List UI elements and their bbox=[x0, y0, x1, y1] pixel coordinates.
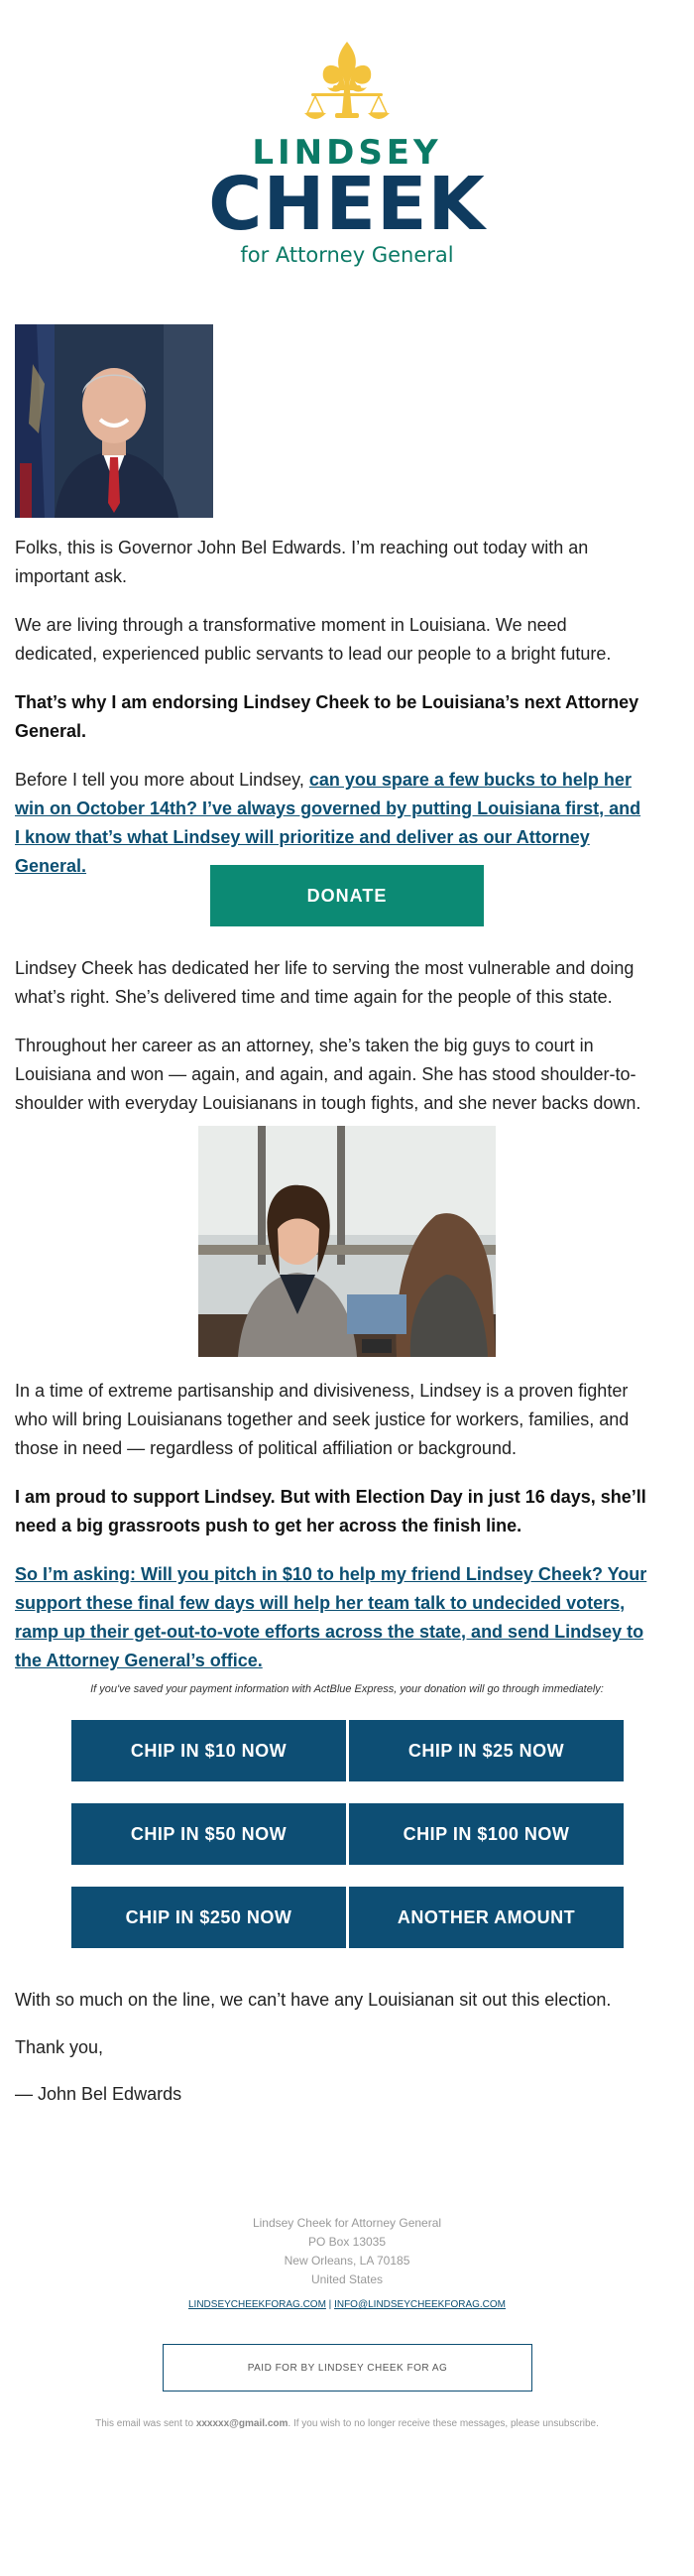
footer-address bbox=[0, 2214, 694, 2289]
paragraph-career: Throughout her career as an attorney, she’s taken the big guys to court in Louisiana and won — again, and again, and again. She has stood shoulder-to-shoulder with everyday Louisianans in tough fights, and she never backs down. bbox=[15, 1036, 641, 1113]
donate-button[interactable]: DONATE bbox=[210, 865, 484, 926]
chip-in-100-button[interactable]: CHIP IN $100 NOW bbox=[349, 1803, 624, 1865]
chip-in-250-button[interactable]: CHIP IN $250 NOW bbox=[71, 1887, 346, 1948]
logo-last-name: CHEEK bbox=[208, 162, 486, 247]
candidate-photo bbox=[198, 1126, 496, 1357]
website-link[interactable]: LINDSEYCHEEKFORAG.COM bbox=[187, 2299, 326, 2310]
logo-first-name: LINDSEY bbox=[252, 133, 442, 173]
paragraph-transformative: We are living through a transformative moment in Louisiana. We need dedicated, experienced public servants to lead our people to a bright future. bbox=[15, 615, 612, 664]
fleur-de-lis-scales-icon bbox=[297, 40, 397, 131]
chip-in-50-button[interactable]: CHIP IN $50 NOW bbox=[71, 1803, 346, 1865]
paragraph-pitch-in bbox=[15, 1560, 647, 1675]
paragraph-intro: Folks, this is Governor John Bel Edwards. I’m reaching out today with an important ask. bbox=[15, 538, 589, 586]
unsubscribe-notice bbox=[0, 2418, 694, 2429]
closing-thanks: Thank you, bbox=[15, 2037, 104, 2057]
footer-country: United States bbox=[310, 2272, 384, 2286]
footer-link-separator: | bbox=[325, 2299, 335, 2310]
paid-for-disclaimer: PAID FOR BY LINDSEY CHEEK FOR AG bbox=[163, 2344, 532, 2392]
chip-in-25-button[interactable]: CHIP IN $25 NOW bbox=[349, 1720, 624, 1781]
unsub-suffix[interactable]: . If you wish to no longer receive these messages, please unsubscribe. bbox=[288, 2418, 599, 2429]
footer-links bbox=[0, 2299, 694, 2310]
paragraph-endorsement: That’s why I am endorsing Lindsey Cheek to be Louisiana’s next Attorney General. bbox=[15, 692, 639, 741]
footer-city: New Orleans, LA 70185 bbox=[284, 2254, 410, 2268]
logo-subtitle: for Attorney General bbox=[240, 243, 454, 267]
signature: — John Bel Edwards bbox=[15, 2084, 182, 2104]
footer-org: Lindsey Cheek for Attorney General bbox=[252, 2216, 442, 2230]
actblue-note: If you've saved your payment information with ActBlue Express, your donation will go through immediately: bbox=[90, 1683, 604, 1695]
another-amount-button[interactable]: ANOTHER AMOUNT bbox=[349, 1887, 624, 1948]
paragraph-support: I am proud to support Lindsey. But with Election Day in just 16 days, she’ll need a big grassroots push to get her across the finish line. bbox=[15, 1487, 646, 1535]
email-link[interactable]: INFO@LINDSEYCHEEKFORAG.COM bbox=[334, 2299, 507, 2310]
pitch-in-link[interactable]: So I’m asking: Will you pitch in $10 to help my friend Lindsey Cheek? Your support these final few days will help her team talk to undecided voters, ramp up their get-out-to-vote efforts across the state, and send Lindsey to the Attorney General’s office. bbox=[15, 1564, 647, 1670]
unsub-prefix: This email was sent to bbox=[95, 2418, 196, 2429]
campaign-logo bbox=[0, 40, 694, 268]
donate-ask-link[interactable]: can you spare a few bucks to help her win on October 14th? I’ve always governed by putting Louisiana first, and I know that’s what Lindsey will prioritize and deliver as our Attorney General. bbox=[15, 770, 641, 876]
ask-prefix: Before I tell you more about Lindsey, bbox=[15, 770, 309, 790]
paragraph-fighter: In a time of extreme partisanship and divisiveness, Lindsey is a proven fighter who will bring Louisianans together and seek justice for workers, families, and those in need — regardless of political affiliation or background. bbox=[15, 1381, 630, 1458]
footer-po-box: PO Box 13035 bbox=[307, 2235, 387, 2249]
paragraph-ask bbox=[15, 766, 647, 881]
paragraph-dedication: Lindsey Cheek has dedicated her life to serving the most vulnerable and doing what’s right. She’s delivered time and time again for the people of this state. bbox=[15, 958, 635, 1007]
chip-in-10-button[interactable]: CHIP IN $10 NOW bbox=[71, 1720, 346, 1781]
recipient-email: xxxxxx@gmail.com bbox=[195, 2418, 289, 2429]
governor-photo bbox=[15, 324, 213, 518]
paragraph-stakes: With so much on the line, we can’t have any Louisianan sit out this election. bbox=[15, 1990, 612, 2010]
